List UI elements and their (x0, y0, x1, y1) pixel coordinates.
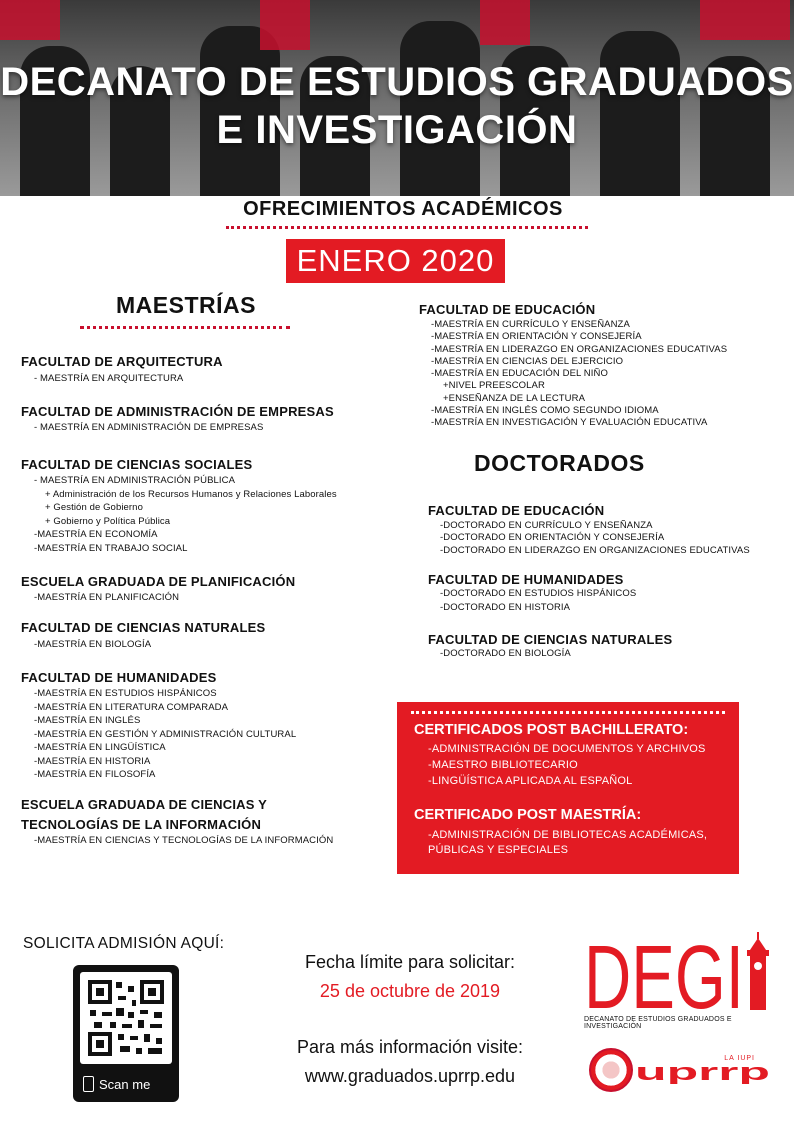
program-item: -DOCTORADO EN LIDERAZGO EN ORGANIZACIONES EDUCATIVAS (440, 545, 750, 556)
page-title-line1: DECANATO DE ESTUDIOS GRADUADOS (0, 60, 794, 104)
hero-photo-red-stole (260, 0, 310, 50)
hero-photo-red-stole (700, 0, 790, 40)
program-item: -MAESTRÍA EN LITERATURA COMPARADA (34, 702, 229, 713)
certificados-box (397, 702, 739, 874)
program-subitem: +ENSEÑANZA DE LA LECTURA (443, 393, 586, 404)
website-link[interactable]: www.graduados.uprrp.edu (304, 1066, 516, 1086)
program-item: -DOCTORADO EN CURRÍCULO Y ENSEÑANZA (440, 520, 653, 531)
qr-code-icon (80, 972, 172, 1064)
degi-logo-graphic (584, 932, 774, 1012)
ofrecimientos-heading: OFRECIMIENTOS ACADÉMICOS (243, 198, 563, 220)
fecha-label: Fecha límite para solicitar: (304, 952, 516, 972)
program-item: -DOCTORADO EN ESTUDIOS HISPÁNICOS (440, 588, 637, 599)
program-item: -MAESTRÍA EN ESTUDIOS HISPÁNICOS (34, 688, 217, 699)
enero-badge: ENERO 2020 (286, 239, 505, 283)
uprrp-logo-graphic (635, 1054, 775, 1084)
fecha-value: 25 de octubre de 2019 (319, 981, 501, 1001)
program-item: -MAESTRÍA EN INVESTIGACIÓN Y EVALUACIÓN EDUCATIVA (431, 417, 708, 428)
program-item: -MAESTRÍA EN CIENCIAS DEL EJERCICIO (431, 356, 624, 367)
uprrp-text: uprrp (635, 1059, 770, 1084)
program-subitem: + Gobierno y Política Pública (45, 516, 171, 527)
program-subitem: +NIVEL PREESCOLAR (443, 380, 545, 391)
info-label: Para más información visite: (296, 1037, 524, 1057)
program-item: -MAESTRÍA EN BIOLOGÍA (34, 639, 152, 650)
faculty-title: FACULTAD DE HUMANIDADES (428, 572, 624, 587)
qr-code[interactable] (80, 972, 172, 1064)
faculty-title: FACULTAD DE CIENCIAS SOCIALES (21, 457, 253, 472)
program-item: -MAESTRÍA EN GESTIÓN Y ADMINISTRACIÓN CULTURAL (34, 729, 297, 740)
program-item: - MAESTRÍA EN ADMINISTRACIÓN PÚBLICA (34, 475, 236, 486)
faculty-title: FACULTAD DE ARQUITECTURA (21, 354, 223, 369)
certificate-item: -LINGÜÍSTICA APLICADA AL ESPAÑOL (428, 775, 633, 787)
faculty-title: TECNOLOGÍAS DE LA INFORMACIÓN (21, 817, 262, 832)
program-item: -DOCTORADO EN HISTORIA (440, 602, 571, 613)
faculty-title: FACULTAD DE HUMANIDADES (21, 670, 217, 685)
faculty-title: FACULTAD DE CIENCIAS NATURALES (21, 620, 266, 635)
dotted-divider (226, 226, 588, 233)
hero-banner (0, 0, 794, 196)
program-item: -MAESTRÍA EN CURRÍCULO Y ENSEÑANZA (431, 319, 630, 330)
program-item: -MAESTRÍA EN EDUCACIÓN DEL NIÑO (431, 368, 608, 379)
uprrp-seal-icon (589, 1048, 633, 1092)
certificate-item: -ADMINISTRACIÓN DE DOCUMENTOS Y ARCHIVOS (428, 743, 706, 755)
program-item: -MAESTRÍA EN ECONOMÍA (34, 529, 158, 540)
program-item: - MAESTRÍA EN ADMINISTRACIÓN DE EMPRESAS (34, 422, 264, 433)
qr-code-card[interactable] (73, 965, 179, 1102)
faculty-title: FACULTAD DE CIENCIAS NATURALES (428, 632, 673, 647)
scan-me-label: Scan me (99, 1077, 151, 1092)
program-item: -MAESTRÍA EN INGLÉS (34, 715, 141, 726)
certificate-item: -MAESTRO BIBLIOTECARIO (428, 759, 578, 771)
page-title (0, 58, 794, 154)
program-item: - MAESTRÍA EN ARQUITECTURA (34, 373, 184, 384)
program-item: -DOCTORADO EN ORIENTACIÓN Y CONSEJERÍA (440, 532, 665, 543)
degi-logo (584, 932, 774, 1012)
degi-caption: DECANATO DE ESTUDIOS GRADUADOS E INVESTIGACIÓN (584, 1016, 732, 1030)
uprrp-wordmark (635, 1054, 775, 1084)
dotted-divider (80, 326, 290, 333)
program-item: -MAESTRÍA EN INGLÉS COMO SEGUNDO IDIOMA (431, 405, 659, 416)
maestrias-heading: MAESTRÍAS (116, 292, 256, 318)
program-subitem: + Gestión de Gobierno (45, 502, 143, 513)
program-item: -MAESTRÍA EN PLANIFICACIÓN (34, 592, 180, 603)
faculty-title: FACULTAD DE EDUCACIÓN (428, 503, 605, 518)
page-title-line2: E INVESTIGACIÓN (216, 108, 578, 152)
hero-photo-red-stole (480, 0, 530, 45)
solicita-label: SOLICITA ADMISIÓN AQUÍ: (23, 935, 225, 952)
certificate-item: PÚBLICAS Y ESPECIALES (428, 844, 569, 856)
dotted-divider (411, 711, 725, 718)
degi-logo-text: DEGI (584, 932, 744, 1012)
la-iupi-text: LA IUPI (724, 1055, 755, 1062)
program-item: -MAESTRÍA EN HISTORIA (34, 756, 151, 767)
program-item: -MAESTRÍA EN ORIENTACIÓN Y CONSEJERÍA (431, 331, 642, 342)
faculty-title: ESCUELA GRADUADA DE PLANIFICACIÓN (21, 574, 296, 589)
program-item: -MAESTRÍA EN FILOSOFÍA (34, 769, 156, 780)
doctorados-heading: DOCTORADOS (474, 450, 645, 476)
hero-photo-red-stole (0, 0, 60, 40)
certificate-item: -ADMINISTRACIÓN DE BIBLIOTECAS ACADÉMICAS, (428, 829, 708, 841)
post-bachillerato-title: CERTIFICADOS POST BACHILLERATO: (414, 722, 689, 738)
faculty-title: FACULTAD DE EDUCACIÓN (419, 302, 596, 317)
faculty-title: FACULTAD DE ADMINISTRACIÓN DE EMPRESAS (21, 404, 334, 419)
phone-icon (83, 1076, 94, 1092)
program-item: -MAESTRÍA EN CIENCIAS Y TECNOLOGÍAS DE LA INFORMACIÓN (34, 835, 334, 846)
faculty-title: ESCUELA GRADUADA DE CIENCIAS Y (21, 797, 268, 812)
program-item: -MAESTRÍA EN LIDERAZGO EN ORGANIZACIONES EDUCATIVAS (431, 344, 728, 355)
program-item: -MAESTRÍA EN LINGÜÍSTICA (34, 742, 166, 753)
program-subitem: + Administración de los Recursos Humanos y Relaciones Laborales (45, 489, 337, 500)
program-item: -DOCTORADO EN BIOLOGÍA (440, 648, 571, 659)
post-maestria-title: CERTIFICADO POST MAESTRÍA: (414, 807, 642, 823)
program-item: -MAESTRÍA EN TRABAJO SOCIAL (34, 543, 188, 554)
